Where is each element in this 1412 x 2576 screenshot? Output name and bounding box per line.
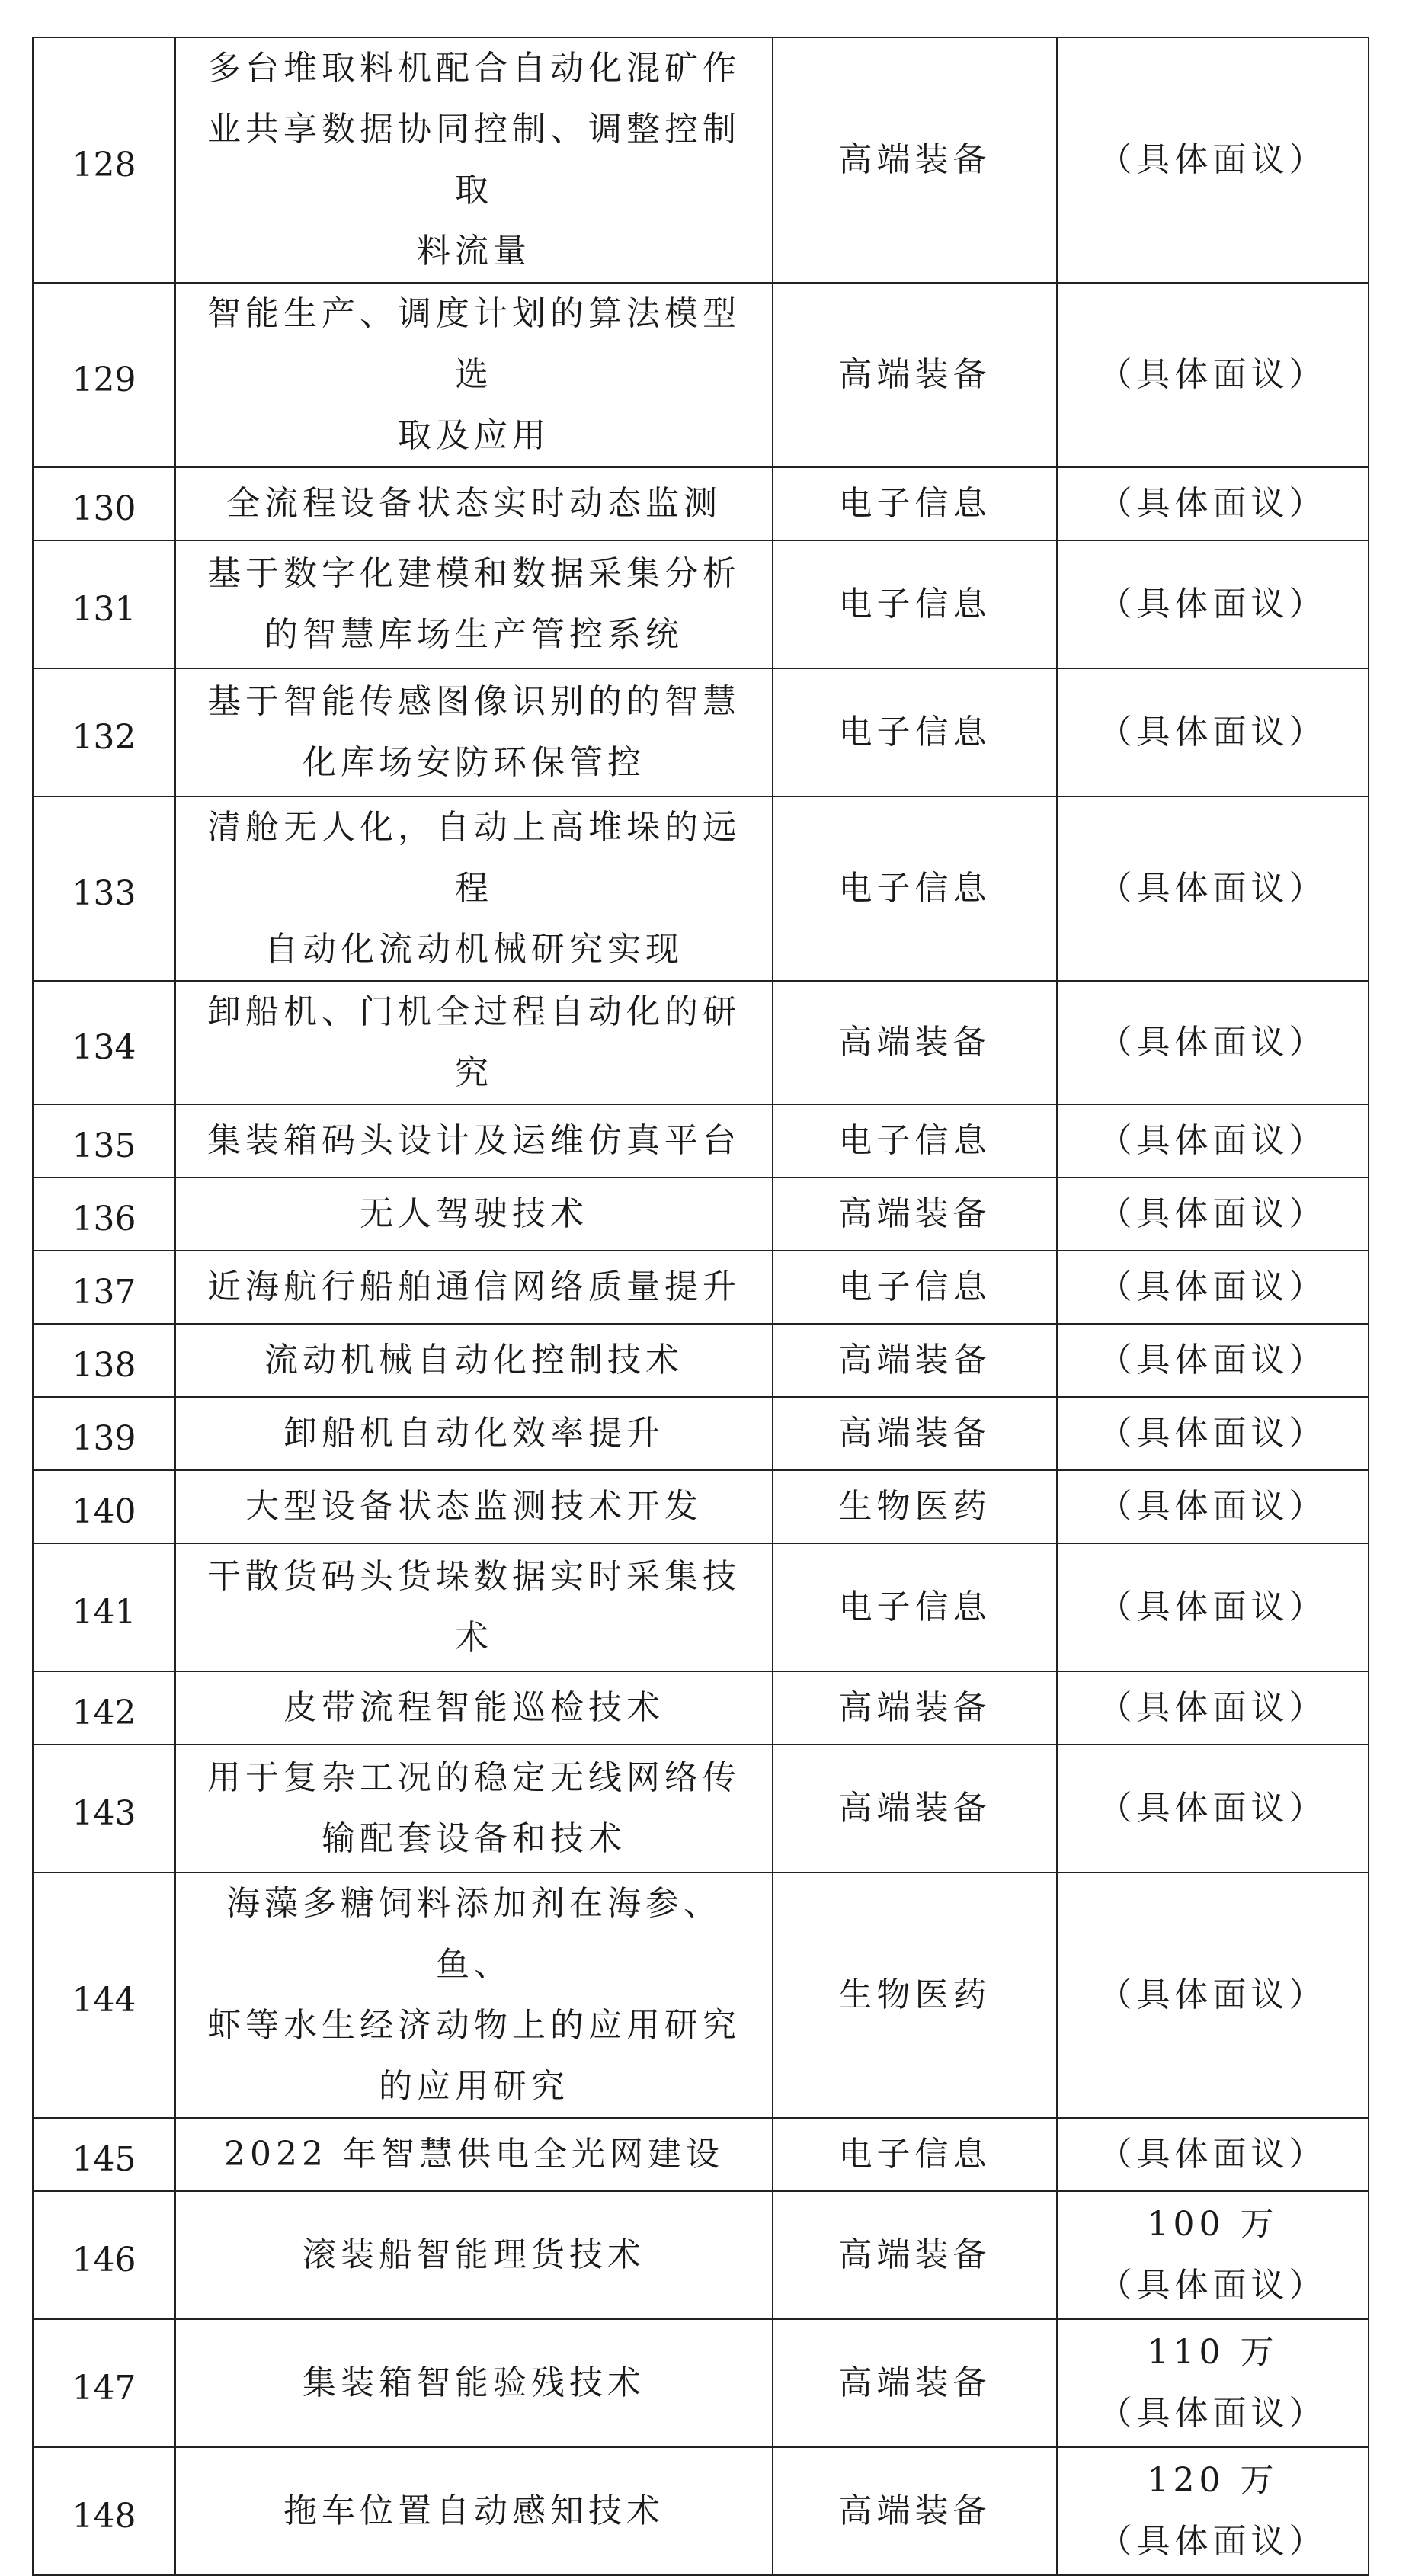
table-row	[33, 1104, 1369, 1177]
industry-field: 高端装备	[773, 2191, 1057, 2319]
row-number: 145	[33, 2118, 175, 2191]
funding-amount: （具体面议）	[1057, 796, 1369, 981]
row-number: 128	[33, 37, 175, 283]
table-row	[33, 283, 1369, 467]
row-number: 133	[33, 796, 175, 981]
project-name: 无人驾驶技术	[175, 1177, 773, 1251]
industry-field: 高端装备	[773, 283, 1057, 467]
table-row	[33, 981, 1369, 1104]
row-number: 130	[33, 467, 175, 540]
table-row	[33, 1251, 1369, 1324]
table-row	[33, 2447, 1369, 2575]
table-row	[33, 37, 1369, 283]
funding-amount: 120 万 （具体面议）	[1057, 2447, 1369, 2575]
funding-amount: （具体面议）	[1057, 1470, 1369, 1543]
funding-amount: （具体面议）	[1057, 467, 1369, 540]
table-row	[33, 1543, 1369, 1671]
row-number: 142	[33, 1671, 175, 1745]
project-name: 滚装船智能理货技术	[175, 2191, 773, 2319]
industry-field: 电子信息	[773, 540, 1057, 668]
industry-field: 电子信息	[773, 796, 1057, 981]
table-row	[33, 2118, 1369, 2191]
row-number: 138	[33, 1324, 175, 1397]
project-name: 卸船机自动化效率提升	[175, 1397, 773, 1470]
project-name: 智能生产、调度计划的算法模型选 取及应用	[175, 283, 773, 467]
row-number: 129	[33, 283, 175, 467]
project-name: 近海航行船舶通信网络质量提升	[175, 1251, 773, 1324]
row-number: 134	[33, 981, 175, 1104]
row-number: 137	[33, 1251, 175, 1324]
row-number: 147	[33, 2319, 175, 2447]
project-name: 干散货码头货垛数据实时采集技 术	[175, 1543, 773, 1671]
funding-amount: （具体面议）	[1057, 1177, 1369, 1251]
industry-field: 高端装备	[773, 1671, 1057, 1745]
project-name: 卸船机、门机全过程自动化的研究	[175, 981, 773, 1104]
table-row	[33, 1177, 1369, 1251]
industry-field: 电子信息	[773, 467, 1057, 540]
row-number: 141	[33, 1543, 175, 1671]
project-name: 基于数字化建模和数据采集分析 的智慧库场生产管控系统	[175, 540, 773, 668]
industry-field: 电子信息	[773, 668, 1057, 796]
row-number: 139	[33, 1397, 175, 1470]
industry-field: 高端装备	[773, 37, 1057, 283]
table-row	[33, 467, 1369, 540]
funding-amount: （具体面议）	[1057, 1873, 1369, 2118]
industry-field: 高端装备	[773, 2319, 1057, 2447]
project-name: 用于复杂工况的稳定无线网络传 输配套设备和技术	[175, 1745, 773, 1873]
table-row	[33, 540, 1369, 668]
industry-field: 电子信息	[773, 1104, 1057, 1177]
project-name: 基于智能传感图像识别的的智慧 化库场安防环保管控	[175, 668, 773, 796]
industry-field: 高端装备	[773, 2447, 1057, 2575]
funding-amount: （具体面议）	[1057, 668, 1369, 796]
table-row	[33, 1873, 1369, 2118]
row-number: 140	[33, 1470, 175, 1543]
table-row	[33, 1470, 1369, 1543]
funding-amount: （具体面议）	[1057, 1671, 1369, 1745]
table-row	[33, 2319, 1369, 2447]
industry-field: 生物医药	[773, 1873, 1057, 2118]
row-number: 148	[33, 2447, 175, 2575]
project-name: 2022 年智慧供电全光网建设	[175, 2118, 773, 2191]
industry-field: 高端装备	[773, 981, 1057, 1104]
funding-amount: （具体面议）	[1057, 540, 1369, 668]
row-number: 132	[33, 668, 175, 796]
project-name: 多台堆取料机配合自动化混矿作 业共享数据协同控制、调整控制取 料流量	[175, 37, 773, 283]
project-table	[32, 37, 1369, 2576]
funding-amount: （具体面议）	[1057, 2118, 1369, 2191]
industry-field: 电子信息	[773, 1251, 1057, 1324]
project-name: 大型设备状态监测技术开发	[175, 1470, 773, 1543]
funding-amount: （具体面议）	[1057, 283, 1369, 467]
row-number: 143	[33, 1745, 175, 1873]
table-row	[33, 796, 1369, 981]
row-number: 146	[33, 2191, 175, 2319]
project-name: 流动机械自动化控制技术	[175, 1324, 773, 1397]
table-body	[33, 37, 1369, 2575]
funding-amount: （具体面议）	[1057, 1251, 1369, 1324]
funding-amount: （具体面议）	[1057, 1104, 1369, 1177]
project-name: 清舱无人化，自动上高堆垛的远程 自动化流动机械研究实现	[175, 796, 773, 981]
row-number: 131	[33, 540, 175, 668]
industry-field: 高端装备	[773, 1745, 1057, 1873]
table-row	[33, 1324, 1369, 1397]
industry-field: 高端装备	[773, 1397, 1057, 1470]
funding-amount: （具体面议）	[1057, 1543, 1369, 1671]
funding-amount: （具体面议）	[1057, 37, 1369, 283]
funding-amount: （具体面议）	[1057, 981, 1369, 1104]
row-number: 135	[33, 1104, 175, 1177]
row-number: 144	[33, 1873, 175, 2118]
project-name: 皮带流程智能巡检技术	[175, 1671, 773, 1745]
funding-amount: 100 万 （具体面议）	[1057, 2191, 1369, 2319]
project-name: 拖车位置自动感知技术	[175, 2447, 773, 2575]
industry-field: 电子信息	[773, 1543, 1057, 1671]
project-name: 全流程设备状态实时动态监测	[175, 467, 773, 540]
funding-amount: （具体面议）	[1057, 1397, 1369, 1470]
industry-field: 高端装备	[773, 1177, 1057, 1251]
table-row	[33, 2191, 1369, 2319]
project-name: 集装箱智能验残技术	[175, 2319, 773, 2447]
industry-field: 电子信息	[773, 2118, 1057, 2191]
industry-field: 高端装备	[773, 1324, 1057, 1397]
table-row	[33, 1671, 1369, 1745]
table-row	[33, 668, 1369, 796]
table-row	[33, 1397, 1369, 1470]
funding-amount: （具体面议）	[1057, 1324, 1369, 1397]
project-name: 海藻多糖饲料添加剂在海参、鱼、 虾等水生经济动物上的应用研究 的应用研究	[175, 1873, 773, 2118]
industry-field: 生物医药	[773, 1470, 1057, 1543]
table-row	[33, 1745, 1369, 1873]
funding-amount: 110 万 （具体面议）	[1057, 2319, 1369, 2447]
project-name: 集装箱码头设计及运维仿真平台	[175, 1104, 773, 1177]
funding-amount: （具体面议）	[1057, 1745, 1369, 1873]
row-number: 136	[33, 1177, 175, 1251]
